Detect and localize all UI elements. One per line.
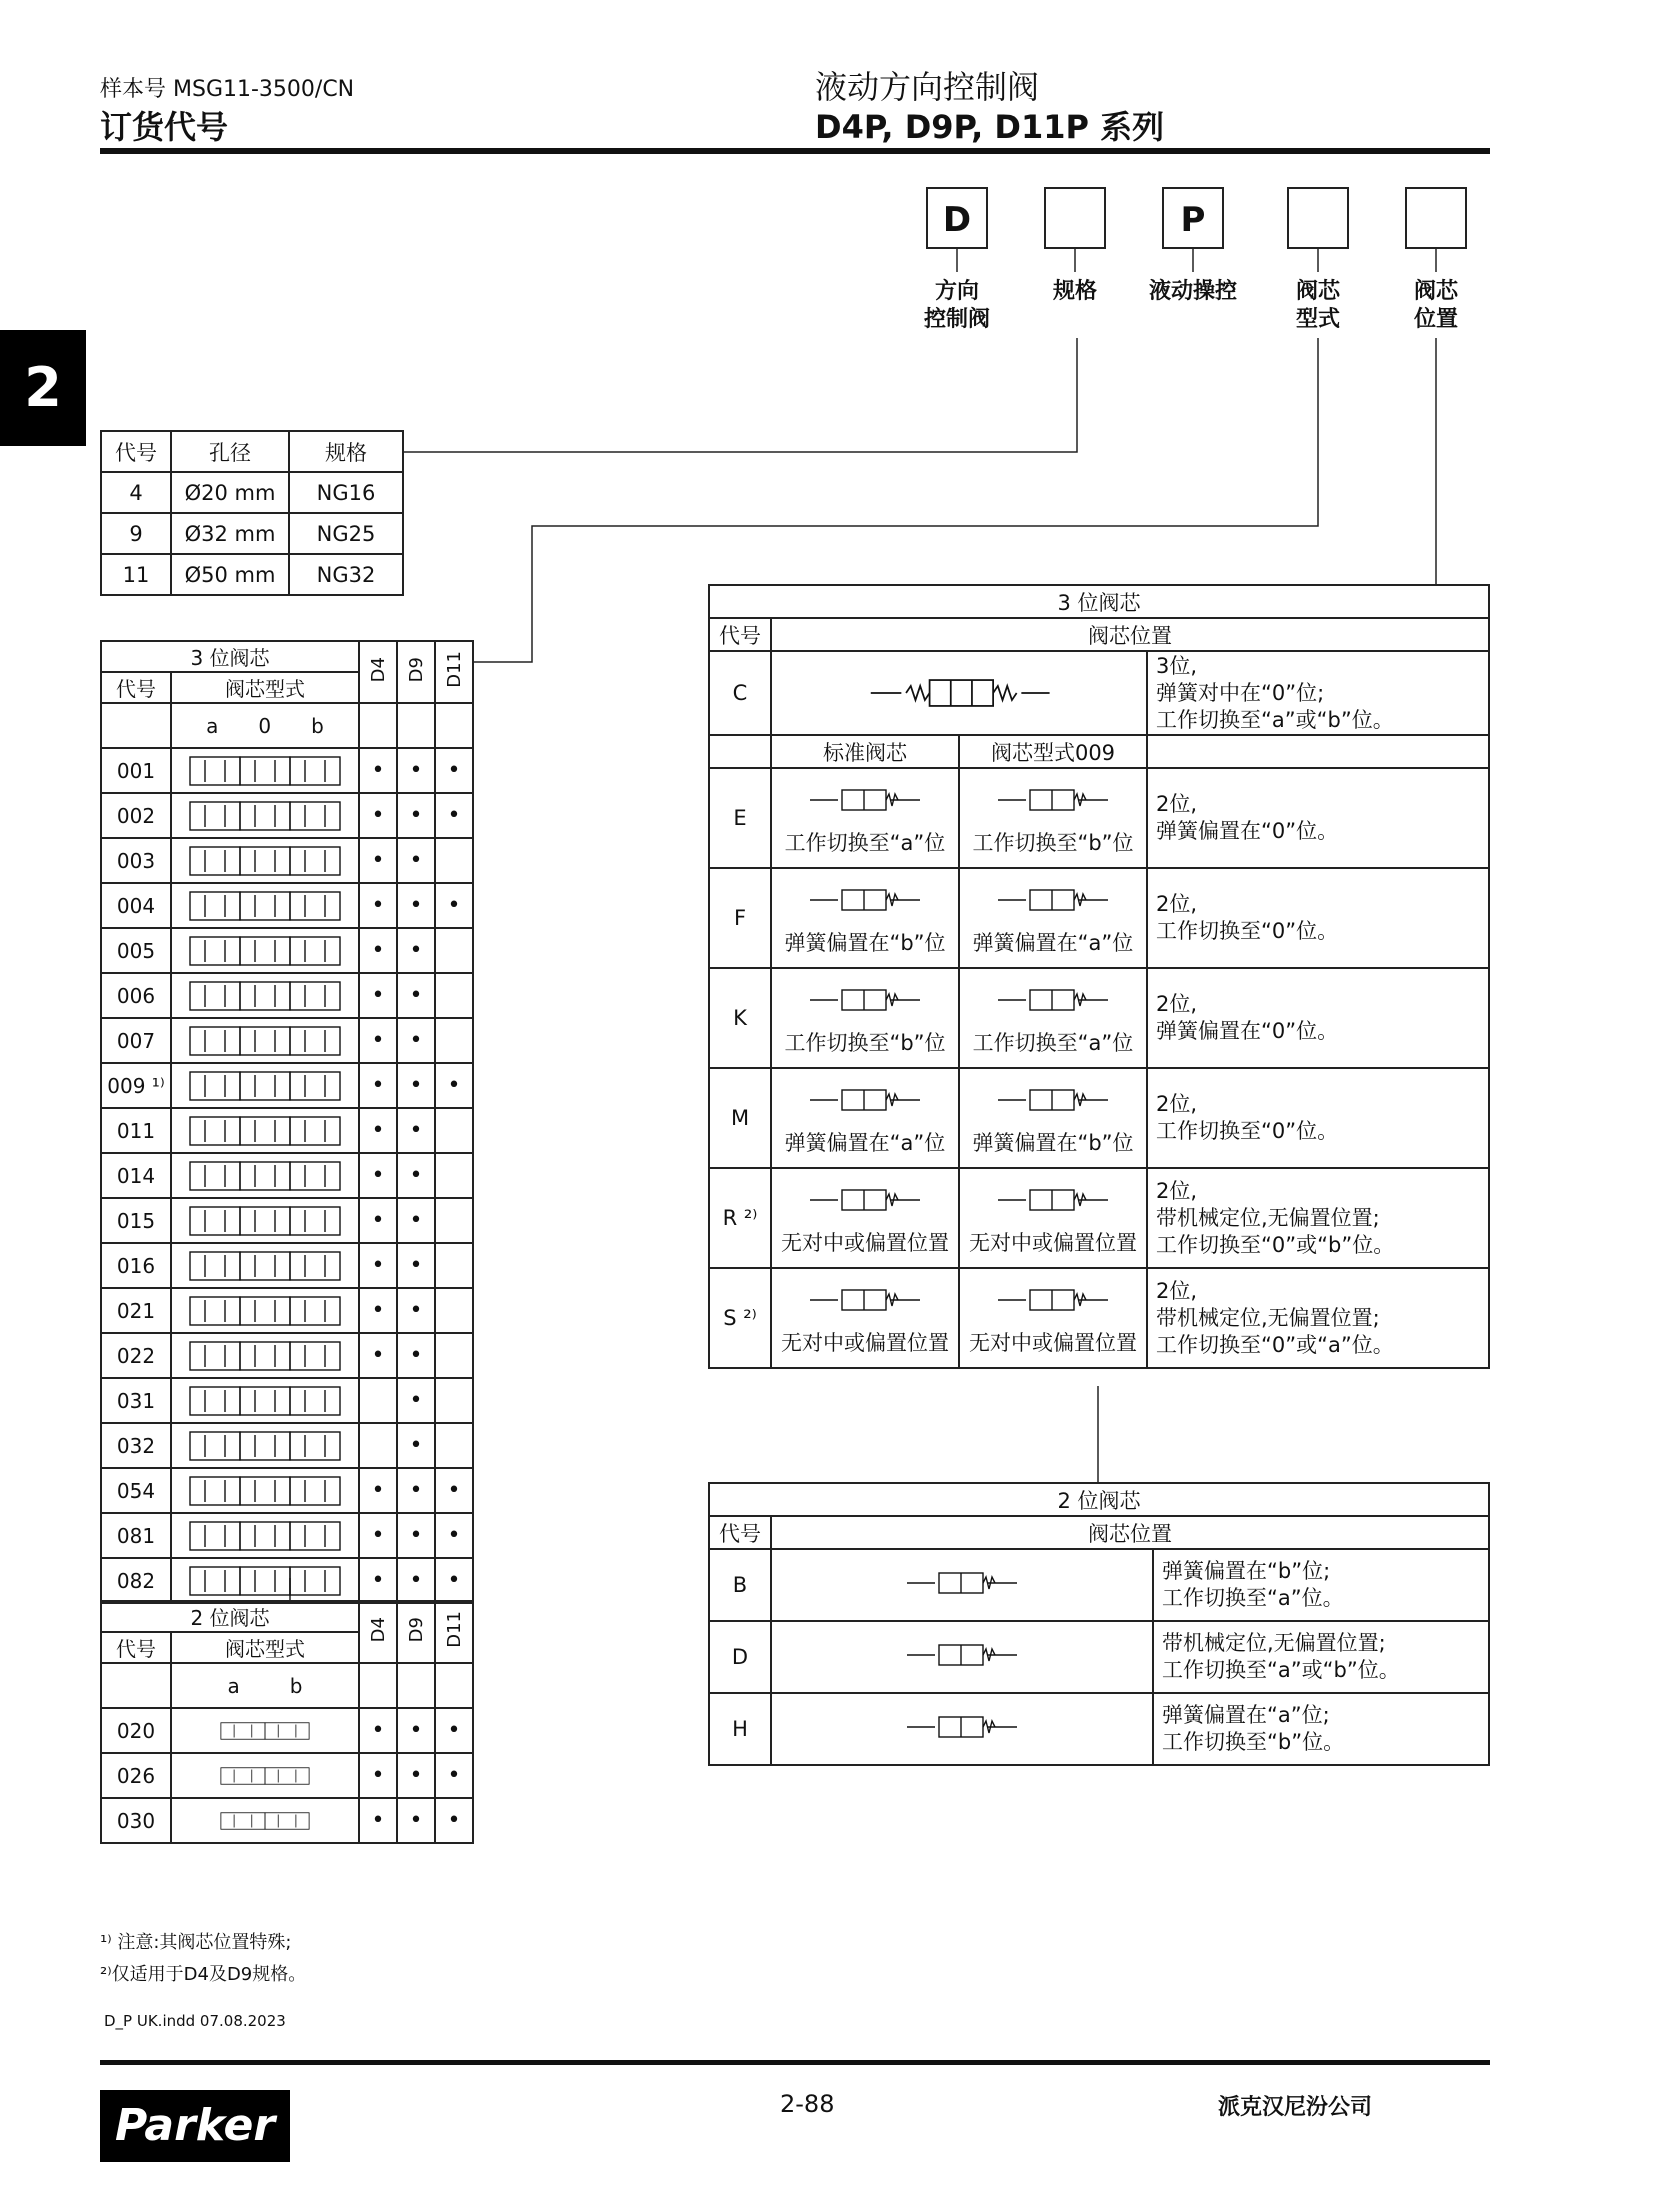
valve-position-icon — [988, 1080, 1118, 1120]
valve-position-icon — [800, 1280, 930, 1320]
d9-dot: • — [397, 1018, 435, 1063]
spool-symbol-icon — [180, 1339, 350, 1373]
pos3-subheader-std: 标准阀芯 — [771, 735, 959, 768]
spool-symbol — [171, 748, 359, 793]
pos-description: 2位, 弹簧偏置在“0”位。 — [1147, 968, 1489, 1068]
valve-position-icon — [800, 880, 930, 920]
pos-code: R ²⁾ — [709, 1168, 771, 1268]
d9-dot: • — [397, 973, 435, 1018]
d11-dot: • — [435, 793, 473, 838]
order-label-operation: 液动操控 — [1148, 279, 1237, 304]
d4-dot: • — [359, 1108, 397, 1153]
d9-dot: • — [397, 793, 435, 838]
spool-code: 020 — [101, 1708, 171, 1753]
pos-code: F — [709, 868, 771, 968]
size-code: 11 — [101, 554, 171, 595]
spool-code: 007 — [101, 1018, 171, 1063]
pos-caption: 工作切换至“a”位 — [972, 1030, 1134, 1055]
table-row — [101, 513, 403, 554]
pos-code: K — [709, 968, 771, 1068]
table-row — [101, 1753, 473, 1798]
d9-dot: • — [397, 1558, 435, 1603]
page-number: 2-88 — [780, 2090, 835, 2118]
pos-b-label: b — [289, 1673, 303, 1698]
pos3-header-code: 代号 — [709, 618, 771, 651]
spool2-header-code: 代号 — [101, 1632, 171, 1663]
pos-symbol-009 — [959, 1268, 1147, 1368]
table-row — [101, 793, 473, 838]
pos-caption: 无对中或偏置位置 — [969, 1230, 1137, 1255]
valve-position-icon — [800, 980, 930, 1020]
spool-symbol — [171, 1243, 359, 1288]
d4-dot: • — [359, 1753, 397, 1798]
spool-symbol — [171, 928, 359, 973]
col-d4: D4 — [359, 1601, 397, 1663]
pos-symbol — [771, 1621, 1153, 1693]
table-row — [709, 651, 1489, 735]
spool-symbol-icon — [180, 799, 350, 833]
d4-dot: • — [359, 1333, 397, 1378]
parker-logo: Parker — [100, 2090, 290, 2162]
d9-dot: • — [397, 1198, 435, 1243]
spool-symbol-icon — [180, 1519, 350, 1553]
spool3-header-type: 阀芯型式 — [171, 672, 359, 703]
order-box-type: D — [926, 187, 988, 249]
spool2-header-type: 阀芯型式 — [171, 1632, 359, 1663]
pos-description: 2位, 带机械定位,无偏置位置; 工作切换至“0”或“a”位。 — [1147, 1268, 1489, 1368]
spool-symbol — [171, 838, 359, 883]
d4-dot: • — [359, 1708, 397, 1753]
table-row — [101, 1063, 473, 1108]
spool-code: 005 — [101, 928, 171, 973]
footnote-2: ²⁾仅适用于D4及D9规格。 — [100, 1964, 307, 1985]
table-row — [101, 838, 473, 883]
d11-dot — [435, 928, 473, 973]
table-row — [101, 928, 473, 973]
d9-dot: • — [397, 1378, 435, 1423]
spool-symbol-icon — [180, 1294, 350, 1328]
valve-position-icon — [800, 1180, 930, 1220]
valve-position-icon — [988, 1180, 1118, 1220]
table-row — [101, 1198, 473, 1243]
spool3-header-code: 代号 — [101, 672, 171, 703]
pos-code: C — [709, 651, 771, 735]
d11-dot: • — [435, 1558, 473, 1603]
pos-code: B — [709, 1549, 771, 1621]
spool-code: 030 — [101, 1798, 171, 1843]
pos3-title: 3 位阀芯 — [709, 585, 1489, 618]
table-row — [101, 1558, 473, 1603]
col-d11: D11 — [435, 1601, 473, 1663]
d9-dot: • — [397, 1468, 435, 1513]
spool-code: 082 — [101, 1558, 171, 1603]
table-row — [709, 968, 1489, 1068]
pos-symbol-std — [771, 768, 959, 868]
d11-dot — [435, 1108, 473, 1153]
size-bore: Ø32 mm — [171, 513, 289, 554]
spool-code: 002 — [101, 793, 171, 838]
spool-symbol — [171, 883, 359, 928]
d4-dot: • — [359, 973, 397, 1018]
valve-position-icon — [988, 980, 1118, 1020]
d9-dot: • — [397, 838, 435, 883]
d11-dot — [435, 1018, 473, 1063]
col-d11: D11 — [435, 641, 473, 703]
d4-dot: • — [359, 928, 397, 973]
col-d9: D9 — [397, 641, 435, 703]
d4-dot: • — [359, 1063, 397, 1108]
pos3-subheader-009: 阀芯型式009 — [959, 735, 1147, 768]
pos-caption: 弹簧偏置在“b”位 — [972, 1130, 1134, 1155]
sample-number: 样本号 MSG11-3500/CN — [100, 77, 355, 102]
table-row — [101, 1288, 473, 1333]
table-row — [101, 1018, 473, 1063]
pos-a-label: a — [227, 1673, 240, 1698]
pos-description: 弹簧偏置在“b”位; 工作切换至“a”位。 — [1153, 1549, 1489, 1621]
d4-dot: • — [359, 1288, 397, 1333]
d4-dot: • — [359, 1558, 397, 1603]
size-header-size: 规格 — [289, 431, 403, 472]
spool3-title: 3 位阀芯 — [101, 641, 359, 672]
pos-a-label: a — [206, 713, 219, 738]
valve-position-icon — [800, 1080, 930, 1120]
spool-code: 032 — [101, 1423, 171, 1468]
table-row — [101, 1108, 473, 1153]
d4-dot: • — [359, 838, 397, 883]
table-row — [709, 1693, 1489, 1765]
d11-dot — [435, 1378, 473, 1423]
order-label-size: 规格 — [1052, 279, 1097, 304]
pos-code: M — [709, 1068, 771, 1168]
d4-dot: • — [359, 1153, 397, 1198]
d11-dot — [435, 1288, 473, 1333]
spool-symbol — [171, 1153, 359, 1198]
pos-caption: 工作切换至“b”位 — [784, 1030, 946, 1055]
d11-dot — [435, 1198, 473, 1243]
pos-b-label: b — [311, 713, 324, 738]
spool-symbol — [171, 1063, 359, 1108]
spool3-table — [100, 640, 474, 1604]
table-row — [101, 1513, 473, 1558]
valve-position-icon — [897, 1635, 1027, 1675]
spool-code: 054 — [101, 1468, 171, 1513]
valve-position-icon — [988, 1280, 1118, 1320]
d11-dot — [435, 838, 473, 883]
pos2-table — [708, 1482, 1490, 1766]
d11-dot: • — [435, 883, 473, 928]
d9-dot: • — [397, 1153, 435, 1198]
spool-symbol-icon — [215, 1759, 315, 1793]
spool-symbol-icon — [180, 1384, 350, 1418]
table-row — [101, 1468, 473, 1513]
table-row — [101, 1798, 473, 1843]
valve-position-icon — [988, 880, 1118, 920]
d9-dot: • — [397, 748, 435, 793]
pos-code: S ²⁾ — [709, 1268, 771, 1368]
pos-description: 3位, 弹簧对中在“0”位; 工作切换至“a”或“b”位。 — [1147, 651, 1489, 735]
d4-dot: • — [359, 883, 397, 928]
pos-code: D — [709, 1621, 771, 1693]
spool-code: 001 — [101, 748, 171, 793]
d11-dot — [435, 1333, 473, 1378]
pos-caption: 无对中或偏置位置 — [969, 1330, 1137, 1355]
spool2-table — [100, 1600, 474, 1844]
chapter-tab: 2 — [0, 330, 86, 446]
d4-dot: • — [359, 1798, 397, 1843]
d11-dot — [435, 973, 473, 1018]
d4-dot: • — [359, 793, 397, 838]
size-header-code: 代号 — [101, 431, 171, 472]
size-header-bore: 孔径 — [171, 431, 289, 472]
pos-caption: 工作切换至“b”位 — [972, 830, 1134, 855]
spool-code: 031 — [101, 1378, 171, 1423]
d4-dot: • — [359, 1243, 397, 1288]
spool-code: 016 — [101, 1243, 171, 1288]
pos-description: 2位, 工作切换至“0”位。 — [1147, 1068, 1489, 1168]
spool-symbol — [171, 1753, 359, 1798]
table-row — [709, 1549, 1489, 1621]
spool-symbol — [171, 1108, 359, 1153]
pos-symbol-std — [771, 868, 959, 968]
pos-code: H — [709, 1693, 771, 1765]
company-name: 派克汉尼汾公司 — [1218, 2095, 1373, 2120]
pos-description: 2位, 工作切换至“0”位。 — [1147, 868, 1489, 968]
spool-symbol — [171, 1468, 359, 1513]
spool-symbol-icon — [180, 934, 350, 968]
size-bore: Ø20 mm — [171, 472, 289, 513]
pos-description: 带机械定位,无偏置位置; 工作切换至“a”或“b”位。 — [1153, 1621, 1489, 1693]
footnote-1: ¹⁾ 注意:其阀芯位置特殊; — [100, 1932, 292, 1953]
order-box-operation: P — [1162, 187, 1224, 249]
spool2-title: 2 位阀芯 — [101, 1601, 359, 1632]
size-ng: NG25 — [289, 513, 403, 554]
spool-symbol-icon — [180, 1564, 350, 1598]
table-row — [101, 1153, 473, 1198]
spool-symbol-icon — [215, 1714, 315, 1748]
pos-symbol-009 — [959, 1168, 1147, 1268]
valve-position-icon — [897, 1707, 1027, 1747]
pos-caption: 弹簧偏置在“a”位 — [784, 1130, 946, 1155]
table-row — [709, 1621, 1489, 1693]
pos-symbol-std — [771, 1068, 959, 1168]
pos-symbol-009 — [959, 868, 1147, 968]
pos2-title: 2 位阀芯 — [709, 1483, 1489, 1516]
spool-symbol — [171, 1378, 359, 1423]
table-row — [101, 1378, 473, 1423]
d9-dot: • — [397, 928, 435, 973]
valve-symbol-icon — [859, 673, 1059, 713]
d4-dot: • — [359, 1513, 397, 1558]
pos-0-label: 0 — [258, 713, 272, 738]
spool-symbol-icon — [180, 1159, 350, 1193]
spool-code: 006 — [101, 973, 171, 1018]
d9-dot: • — [397, 1708, 435, 1753]
d11-dot: • — [435, 1063, 473, 1108]
valve-position-icon — [988, 780, 1118, 820]
pos-caption: 无对中或偏置位置 — [781, 1230, 949, 1255]
spool-symbol — [171, 1333, 359, 1378]
spool-symbol — [171, 1798, 359, 1843]
table-row — [101, 883, 473, 928]
size-code: 9 — [101, 513, 171, 554]
table-row — [709, 1068, 1489, 1168]
d11-dot: • — [435, 1513, 473, 1558]
spool-code: 004 — [101, 883, 171, 928]
d4-dot: • — [359, 748, 397, 793]
d4-dot: • — [359, 1018, 397, 1063]
spool-code: 021 — [101, 1288, 171, 1333]
size-bore: Ø50 mm — [171, 554, 289, 595]
d9-dot: • — [397, 1423, 435, 1468]
size-table — [100, 430, 404, 596]
d9-dot: • — [397, 1288, 435, 1333]
d9-dot: • — [397, 1063, 435, 1108]
d4-dot — [359, 1378, 397, 1423]
table-row — [101, 973, 473, 1018]
spool-symbol — [171, 793, 359, 838]
pos-symbol-std — [771, 1268, 959, 1368]
spool-code: 003 — [101, 838, 171, 883]
d9-dot: • — [397, 1753, 435, 1798]
table-row — [101, 1423, 473, 1468]
spool-code: 022 — [101, 1333, 171, 1378]
table-row — [101, 472, 403, 513]
spool-symbol — [171, 1513, 359, 1558]
d9-dot: • — [397, 1513, 435, 1558]
d11-dot — [435, 1423, 473, 1468]
pos-symbol — [771, 1549, 1153, 1621]
order-label-spool-type: 阀芯 型式 — [1295, 279, 1340, 332]
spool-symbol — [171, 973, 359, 1018]
table-row — [709, 1268, 1489, 1368]
spool-symbol — [171, 1288, 359, 1333]
pos-caption: 弹簧偏置在“a”位 — [972, 930, 1134, 955]
d9-dot: • — [397, 1243, 435, 1288]
pos2-header-position: 阀芯位置 — [771, 1516, 1489, 1549]
spool-symbol — [171, 1018, 359, 1063]
series-title: D4P, D9P, D11P 系列 — [815, 108, 1165, 146]
d11-dot: • — [435, 1753, 473, 1798]
d11-dot: • — [435, 1708, 473, 1753]
pos3-header-position: 阀芯位置 — [771, 618, 1489, 651]
valve-position-icon — [800, 780, 930, 820]
spool-symbol — [171, 1423, 359, 1468]
spool-symbol-icon — [180, 754, 350, 788]
pos-symbol — [771, 1693, 1153, 1765]
pos-caption: 工作切换至“a”位 — [784, 830, 946, 855]
spool-symbol-icon — [215, 1804, 315, 1838]
spool-code: 081 — [101, 1513, 171, 1558]
spool-symbol — [171, 1708, 359, 1753]
symbol-3pos-c — [771, 651, 1147, 735]
pos-symbol-009 — [959, 968, 1147, 1068]
col-d4: D4 — [359, 641, 397, 703]
d11-dot — [435, 1243, 473, 1288]
size-ng: NG16 — [289, 472, 403, 513]
spool-code: 015 — [101, 1198, 171, 1243]
order-label-type: 方向 控制阀 — [923, 279, 990, 332]
d9-dot: • — [397, 1108, 435, 1153]
table-row — [709, 768, 1489, 868]
d4-dot: • — [359, 1198, 397, 1243]
spool-symbol-icon — [180, 1474, 350, 1508]
spool-symbol-icon — [180, 844, 350, 878]
pos-caption: 无对中或偏置位置 — [781, 1330, 949, 1355]
spool-code: 026 — [101, 1753, 171, 1798]
pos3-table — [708, 584, 1490, 1369]
spool-symbol-icon — [180, 1249, 350, 1283]
footer-rule — [100, 2060, 1490, 2065]
pos-symbol-009 — [959, 768, 1147, 868]
d9-dot: • — [397, 1798, 435, 1843]
pos2-header-code: 代号 — [709, 1516, 771, 1549]
section-title: 订货代号 — [100, 108, 229, 146]
table-row — [101, 1243, 473, 1288]
spool-symbol-icon — [180, 1114, 350, 1148]
d4-dot — [359, 1423, 397, 1468]
pos-description: 2位, 弹簧偏置在“0”位。 — [1147, 768, 1489, 868]
size-ng: NG32 — [289, 554, 403, 595]
size-code: 4 — [101, 472, 171, 513]
table-row — [101, 1708, 473, 1753]
spool-symbol — [171, 1558, 359, 1603]
spool-code: 011 — [101, 1108, 171, 1153]
pos-description: 弹簧偏置在“a”位; 工作切换至“b”位。 — [1153, 1693, 1489, 1765]
table-row — [101, 1333, 473, 1378]
d9-dot: • — [397, 883, 435, 928]
table-row — [101, 748, 473, 793]
pos-description: 2位, 带机械定位,无偏置位置; 工作切换至“0”或“b”位。 — [1147, 1168, 1489, 1268]
spool-symbol — [171, 1198, 359, 1243]
spool-symbol-icon — [180, 1429, 350, 1463]
pos-caption: 弹簧偏置在“b”位 — [784, 930, 946, 955]
spool-symbol-icon — [180, 889, 350, 923]
d11-dot: • — [435, 748, 473, 793]
spool-symbol-icon — [180, 1204, 350, 1238]
spool-code: 014 — [101, 1153, 171, 1198]
d11-dot: • — [435, 1468, 473, 1513]
valve-position-icon — [897, 1563, 1027, 1603]
spool-symbol-icon — [180, 1024, 350, 1058]
col-d9: D9 — [397, 1601, 435, 1663]
d11-dot: • — [435, 1798, 473, 1843]
table-row — [709, 1168, 1489, 1268]
d4-dot: • — [359, 1468, 397, 1513]
order-label-spool-position: 阀芯 位置 — [1413, 279, 1458, 332]
spool-symbol-icon — [180, 979, 350, 1013]
table-row — [709, 868, 1489, 968]
pos-symbol-std — [771, 968, 959, 1068]
d9-dot: • — [397, 1333, 435, 1378]
file-info: D_P UK.indd 07.08.2023 — [104, 2012, 286, 2030]
pos-code: E — [709, 768, 771, 868]
d11-dot — [435, 1153, 473, 1198]
pos-symbol-std — [771, 1168, 959, 1268]
table-row — [101, 554, 403, 595]
spool-code: 009 ¹⁾ — [101, 1063, 171, 1108]
page-title: 液动方向控制阀 — [815, 68, 1040, 106]
spool-symbol-icon — [180, 1069, 350, 1103]
pos-symbol-009 — [959, 1068, 1147, 1168]
